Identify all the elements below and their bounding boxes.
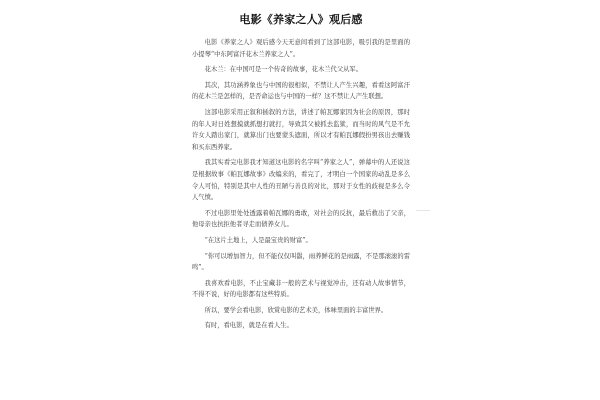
paragraph-10: 所以，要学会看电影，欣赏电影的艺术美，体味里面的丰富世界。 <box>204 306 388 314</box>
paragraph-6: 不过电影里处处透露着帕瓦娜的勇敢，对社会的反抗，最后救出了父亲，他母亲也抗拒他者寻走而债养女儿。 <box>192 209 410 229</box>
paragraph-1: 电影《养家之人》观后感今天无意间看到了这部电影，吸引我的是里面的小提琴“中东阿富汗花木兰养家之人”。 <box>192 39 410 58</box>
page-speckle <box>416 210 430 211</box>
paragraph-7: “在这片土地上，人是最宝贵的财富”。 <box>204 236 312 244</box>
paragraph-3: 其次，其功涵养象也与中国的很相似，不禁让人产生兴趣，看看这阿富汗的花木兰是怎样的，是否命运也与中国的一样？这不禁让人产生联想。 <box>192 81 410 101</box>
paragraph-9: 我喜欢看电影，不止宝藏非一般的艺术与视觉冲击，还有动人故事情节，不得不说，好的电影都有这些特质。 <box>192 279 410 299</box>
paragraph-8: “你可以增加智力，但不能仅仅叫嚣，雨养鲜花的是雨露，不是那滚滚的雷鸣”。 <box>192 252 410 272</box>
paragraph-5: 我其实看完电影我才知道这电影的名字叫“养家之人”，弹幕中的人还说这是根据故事《帕瓦娜故事》改编来的，看完了，才明白一个国家的动乱是多么令人可怕，特别是其中人性的丑陋与善良的对比，那对于女性的歧视是多么令人气愤。 <box>192 159 410 202</box>
document-title: 电影《养家之人》观后感 <box>239 13 363 26</box>
paragraph-11: 有时，看电影，就是在看人生。 <box>204 322 293 330</box>
paragraph-2: 花木兰：在中国可是一个传奇的故事，花木兰代父从军。 <box>204 66 363 74</box>
paragraph-4: 这部电影采用正叙和插叙的方法，讲述了帕瓦娜家因为社会的原因，那时的年人对日姓想摸就抓想打就打，导致其父被抓去监狱，而当时的风气是不允许女人踏出家门，就算出门也要蒙头遮面，所以才有帕瓦娜假扮男孩出去赚钱和买东西养家。 <box>192 108 410 151</box>
document-page <box>192 12 410 392</box>
